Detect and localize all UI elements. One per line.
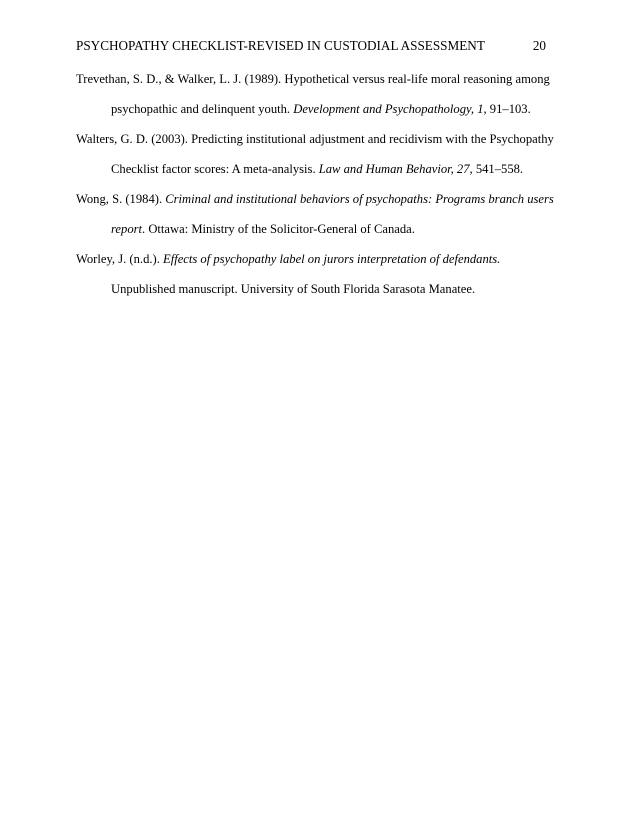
reference-line [111,219,415,239]
reference-line [76,249,500,269]
book-title: report [111,222,143,236]
book-title: Criminal and institutional behaviors of psychopaths: Programs branch users [165,192,554,206]
reference-text: psychopathic and delinquent youth. [111,102,294,116]
manuscript-title: Effects of psychopathy label on jurors interpretation of defendants. [163,252,501,266]
reference-text: Wong, S. (1984). [76,192,166,206]
reference-entry [76,249,566,309]
running-head-title: PSYCHOPATHY CHECKLIST-REVISED IN CUSTODIAL ASSESSMENT [76,38,485,53]
reference-text: Walters, G. D. (2003). Predicting institutional adjustment and recidivism with the Psychopathy [76,132,554,146]
reference-line [76,189,554,209]
journal-title: Law and Human Behavior, 27 [318,162,470,176]
reference-line [76,129,554,149]
reference-line [111,279,475,299]
reference-text: Unpublished manuscript. University of South Florida Sarasota Manatee. [111,282,476,296]
reference-entry [76,189,566,249]
reference-pages: , 91–103. [483,102,531,116]
reference-line [76,69,550,89]
reference-text: Checklist factor scores: A meta-analysis. [111,162,319,176]
page-number: 20 [532,38,546,53]
reference-text: Worley, J. (n.d.). [76,252,164,266]
journal-title: Development and Psychopathology, 1 [293,102,484,116]
reference-text: Trevethan, S. D., & Walker, L. J. (1989). Hypothetical versus real-life moral reasoning among [76,72,550,86]
reference-entry [76,129,566,189]
reference-publisher: . Ottawa: Ministry of the Solicitor-General of Canada. [142,222,415,236]
reference-list [76,69,566,309]
running-head [76,36,546,56]
reference-line [111,159,523,179]
reference-pages: , 541–558. [469,162,524,176]
reference-line [111,99,531,119]
reference-entry [76,69,566,129]
